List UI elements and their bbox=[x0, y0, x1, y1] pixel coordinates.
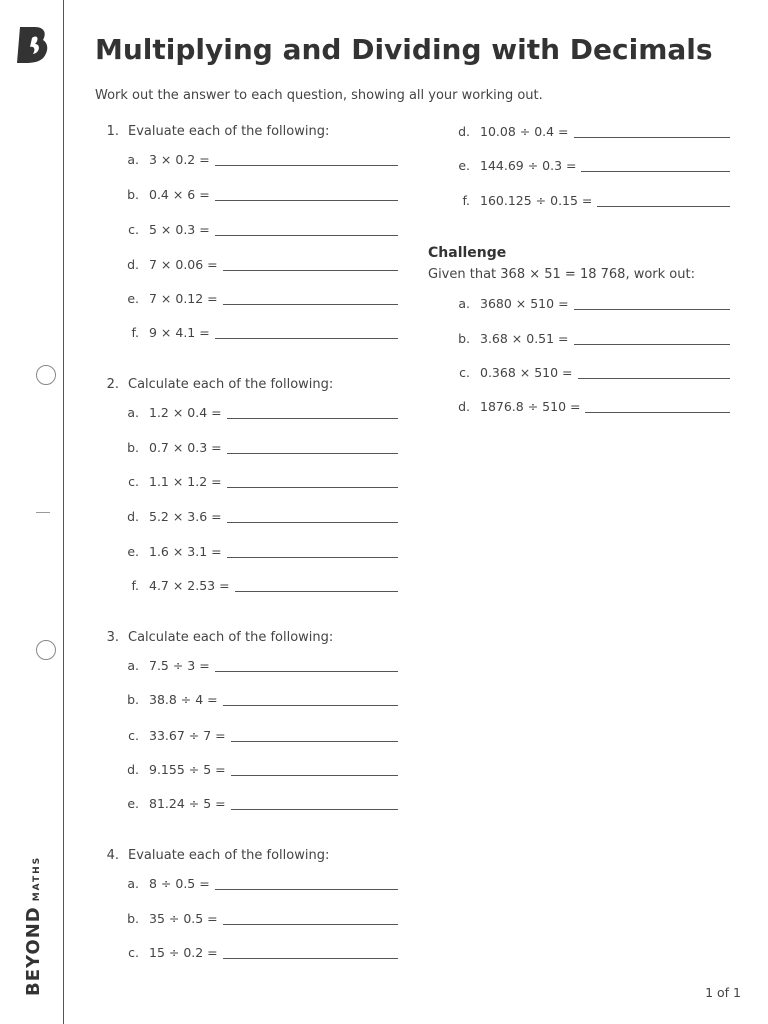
beyond-logo-icon bbox=[15, 25, 51, 65]
punch-hole-top bbox=[36, 365, 56, 385]
answer-line[interactable] bbox=[227, 545, 398, 558]
answer-line[interactable] bbox=[215, 877, 398, 890]
answer-line[interactable] bbox=[231, 797, 398, 810]
question-2f: f. 4.7 × 2.53 = bbox=[125, 578, 398, 593]
question-2c: c. 1.1 × 1.2 = bbox=[125, 474, 398, 489]
question-1e: e. 7 × 0.12 = bbox=[125, 291, 398, 306]
section-4-header bbox=[95, 848, 329, 863]
page-title: Multiplying and Dividing with Decimals bbox=[95, 33, 713, 66]
section-title: Calculate each of the following: bbox=[128, 630, 334, 645]
challenge-b: b. 3.68 × 0.51 = bbox=[456, 331, 730, 346]
answer-line[interactable] bbox=[597, 194, 730, 207]
question-1f: f. 9 × 4.1 = bbox=[125, 325, 398, 340]
answer-line[interactable] bbox=[231, 729, 398, 742]
challenge-given: Given that 368 × 51 = 18 768, work out: bbox=[428, 267, 695, 282]
question-4a: a. 8 ÷ 0.5 = bbox=[125, 876, 398, 891]
section-title: Evaluate each of the following: bbox=[128, 124, 330, 139]
margin-line bbox=[63, 0, 64, 1024]
center-mark bbox=[36, 512, 50, 513]
section-number: 1. bbox=[106, 124, 119, 139]
brand-wordmark bbox=[23, 856, 44, 996]
question-1c: c. 5 × 0.3 = bbox=[125, 222, 398, 237]
answer-line[interactable] bbox=[215, 188, 398, 201]
answer-line[interactable] bbox=[215, 153, 398, 166]
question-1d: d. 7 × 0.06 = bbox=[125, 257, 398, 272]
answer-line[interactable] bbox=[223, 292, 398, 305]
question-3b: b. 38.8 ÷ 4 = bbox=[125, 692, 398, 707]
section-title: Calculate each of the following: bbox=[128, 377, 334, 392]
question-4d: d. 10.08 ÷ 0.4 = bbox=[456, 124, 730, 139]
challenge-a: a. 3680 × 510 = bbox=[456, 296, 730, 311]
instructions: Work out the answer to each question, showing all your working out. bbox=[95, 88, 543, 103]
answer-line[interactable] bbox=[223, 258, 398, 271]
challenge-d: d. 1876.8 ÷ 510 = bbox=[456, 399, 730, 414]
question-3a: a. 7.5 ÷ 3 = bbox=[125, 658, 398, 673]
challenge-c: c. 0.368 × 510 = bbox=[456, 365, 730, 380]
answer-line[interactable] bbox=[574, 332, 730, 345]
answer-line[interactable] bbox=[581, 159, 730, 172]
answer-line[interactable] bbox=[215, 659, 398, 672]
answer-line[interactable] bbox=[227, 406, 398, 419]
section-number: 4. bbox=[106, 848, 119, 863]
page-number: 1 of 1 bbox=[705, 985, 741, 1000]
answer-line[interactable] bbox=[578, 366, 730, 379]
question-2a: a. 1.2 × 0.4 = bbox=[125, 405, 398, 420]
answer-line[interactable] bbox=[574, 125, 730, 138]
question-2b: b. 0.7 × 0.3 = bbox=[125, 440, 398, 455]
question-2e: e. 1.6 × 3.1 = bbox=[125, 544, 398, 559]
brand-name: BEYOND bbox=[23, 906, 44, 996]
brand-sub: MATHS bbox=[32, 855, 42, 902]
question-4c: c. 15 ÷ 0.2 = bbox=[125, 945, 398, 960]
question-1b: b. 0.4 × 6 = bbox=[125, 187, 398, 202]
answer-line[interactable] bbox=[223, 946, 398, 959]
answer-line[interactable] bbox=[215, 326, 398, 339]
section-1-header bbox=[95, 124, 329, 139]
question-4b: b. 35 ÷ 0.5 = bbox=[125, 911, 398, 926]
question-4e: e. 144.69 ÷ 0.3 = bbox=[456, 158, 730, 173]
section-2-header bbox=[95, 377, 333, 392]
challenge-title: Challenge bbox=[428, 245, 507, 261]
section-3-header bbox=[95, 630, 333, 645]
answer-line[interactable] bbox=[215, 223, 398, 236]
question-3e: e. 81.24 ÷ 5 = bbox=[125, 796, 398, 811]
answer-line[interactable] bbox=[223, 912, 398, 925]
answer-line[interactable] bbox=[227, 510, 398, 523]
answer-line[interactable] bbox=[235, 579, 398, 592]
answer-line[interactable] bbox=[574, 297, 730, 310]
answer-line[interactable] bbox=[227, 441, 398, 454]
answer-line[interactable] bbox=[231, 763, 398, 776]
question-4f: f. 160.125 ÷ 0.15 = bbox=[456, 193, 730, 208]
section-number: 2. bbox=[106, 377, 119, 392]
question-3d: d. 9.155 ÷ 5 = bbox=[125, 762, 398, 777]
answer-line[interactable] bbox=[227, 475, 398, 488]
question-2d: d. 5.2 × 3.6 = bbox=[125, 509, 398, 524]
answer-line[interactable] bbox=[585, 400, 730, 413]
section-number: 3. bbox=[106, 630, 119, 645]
question-3c: c. 33.67 ÷ 7 = bbox=[125, 728, 398, 743]
question-1a: a. 3 × 0.2 = bbox=[125, 152, 398, 167]
section-title: Evaluate each of the following: bbox=[128, 848, 330, 863]
punch-hole-bottom bbox=[36, 640, 56, 660]
answer-line[interactable] bbox=[223, 693, 398, 706]
